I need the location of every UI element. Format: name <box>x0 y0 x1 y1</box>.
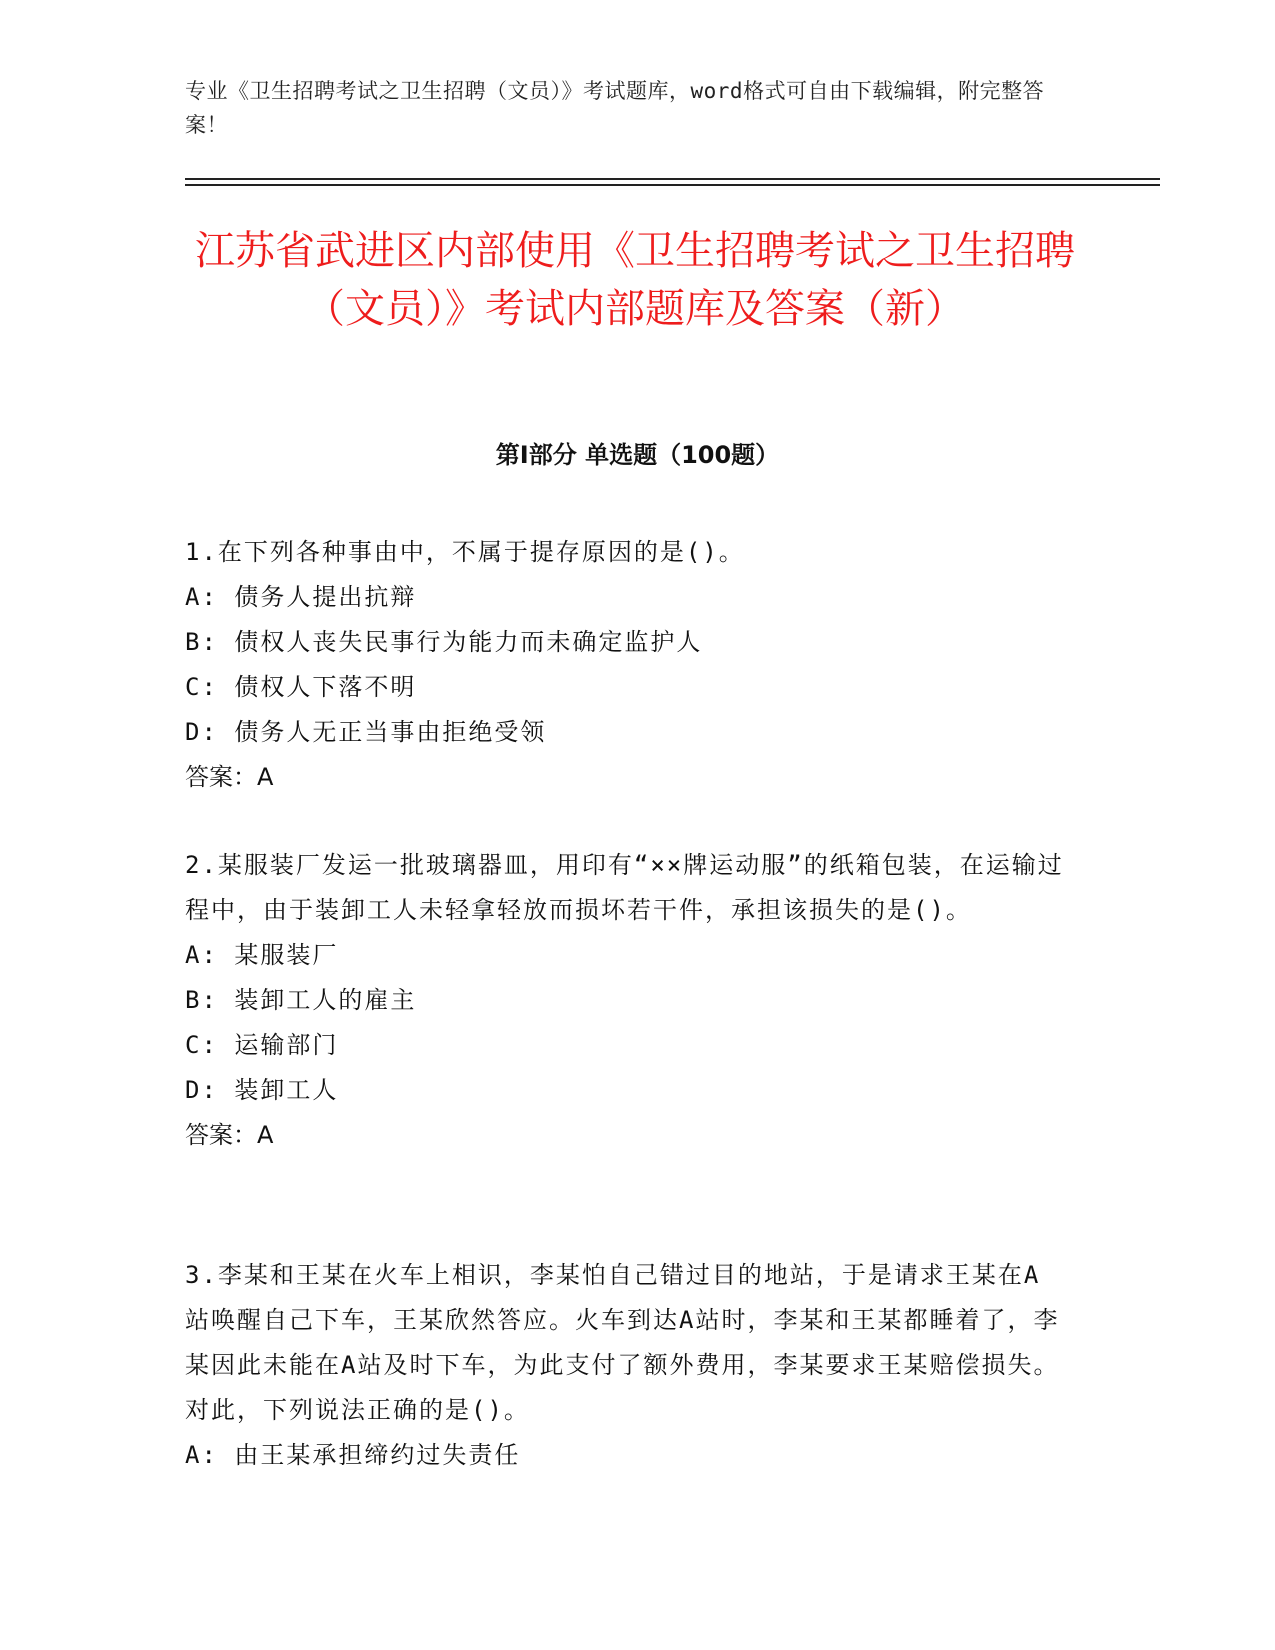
option-a: A: 由王某承担缔约过失责任 <box>185 1441 521 1469</box>
option-b: B: 债权人丧失民事行为能力而未确定监护人 <box>185 628 703 656</box>
answer-line: 答案：A <box>185 1121 274 1149</box>
option-c: C: 运输部门 <box>185 1031 339 1059</box>
option-d: D: 装卸工人 <box>185 1076 339 1104</box>
option-d: D: 债务人无正当事由拒绝受领 <box>185 718 547 746</box>
question-2 <box>185 843 1065 1158</box>
section-heading: 第Ⅰ部分 单选题（100题） <box>495 441 780 469</box>
option-b: B: 装卸工人的雇主 <box>185 986 417 1014</box>
option-a: A: 债务人提出抗辩 <box>185 583 417 611</box>
document-title: 江苏省武进区内部使用《卫生招聘考试之卫生招聘（文员）》考试内部题库及答案（新） <box>195 228 1075 332</box>
question-1 <box>185 530 1065 800</box>
question-3 <box>185 1253 1065 1478</box>
header-divider-top <box>185 178 1160 180</box>
option-c: C: 债权人下落不明 <box>185 673 417 701</box>
question-stem: 1.在下列各种事由中，不属于提存原因的是()。 <box>185 538 745 566</box>
option-a: A: 某服装厂 <box>185 941 339 969</box>
header-divider-bottom <box>185 184 1160 186</box>
question-stem: 3.李某和王某在火车上相识，李某怕自己错过目的地站，于是请求王某在A站唤醒自己下车，王某欣然答应。火车到达A站时，李某和王某都睡着了，李某因此未能在A站及时下车，为此支付了额外费用，李某要求王某赔偿损失。对此，下列说法正确的是()。 <box>185 1261 1060 1424</box>
answer-line: 答案：A <box>185 763 274 791</box>
header-note: 专业《卫生招聘考试之卫生招聘（文员）》考试题库，word格式可自由下载编辑，附完整答案！ <box>185 79 1045 137</box>
question-stem: 2.某服装厂发运一批玻璃器皿，用印有“××牌运动服”的纸箱包装，在运输过程中，由于装卸工人未轻拿轻放而损坏若干件，承担该损失的是()。 <box>185 851 1064 924</box>
